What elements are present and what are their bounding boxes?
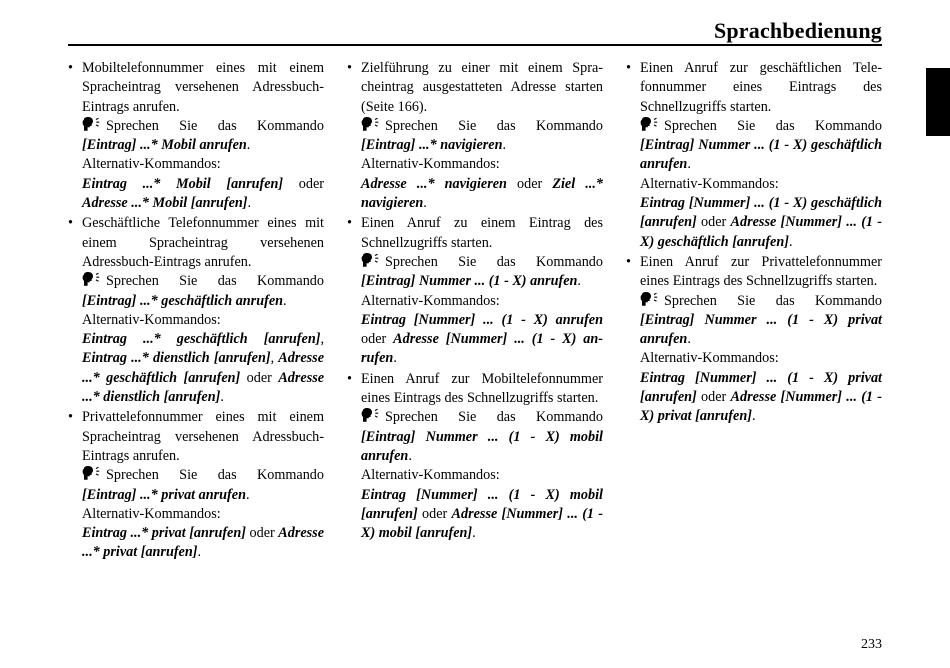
page-title: Sprachbedienung (713, 18, 882, 43)
alt-command: Eintrag [Nummer] ... (1 - X) anrufen (361, 311, 603, 328)
connector: oder (422, 505, 448, 522)
column-1 (68, 59, 324, 564)
alt-command: Adresse [Nummer] ... (1 - X) mobil [anrufen] (361, 505, 604, 542)
speak-line: Sprechen Sie das Kommando [Eintrag] Nummer ... (1 - X) geschäftlich anrufen. (640, 117, 882, 173)
alt-command: Eintrag [Nummer] ... (1 - X) privat [anrufen] (640, 369, 882, 406)
page-number: 233 (861, 637, 882, 652)
connector: oder (701, 214, 727, 231)
header-rule (68, 44, 882, 46)
list-item (68, 59, 324, 213)
alt-label: Alternativ-Kommandos: (361, 292, 500, 309)
alt-command: Eintrag [Nummer] ... (1 - X) mobil [anrufen] (361, 486, 603, 522)
item-intro: Privattelefonnummer eines mit einem Spracheintrag versehenen Adressbuch-Eintrags anrufen. (82, 409, 324, 464)
alt-command: Eintrag ...* geschäftlich [anrufen] (82, 331, 321, 348)
speak-voice-icon (640, 292, 660, 306)
alt-command: Adresse [Nummer] ... (1 - X) anrufen (361, 331, 604, 367)
alt-command: Eintrag ...* privat [anrufen] (82, 525, 246, 542)
speak-prefix: Sprechen Sie das Kommando (106, 273, 324, 290)
voice-command: [Eintrag] ...* privat anrufen (82, 486, 246, 503)
alt-command: Adresse [Nummer] ... (1 - X) privat [anrufen] (640, 389, 883, 425)
alt-commands: Eintrag [Nummer] ... (1 - X) mobil [anrufen] oder Adresse [Nummer] ... (1 - X) mobil [anrufen]. (361, 486, 604, 542)
alt-command: Adresse ...* dienstlich [anrufen] (82, 369, 325, 406)
item-intro: Einen Anruf zur geschäftlichen Telefonnummer eines Eintrags des Schnellzugriffs starten. (640, 60, 882, 115)
bullet-icon: • (68, 215, 73, 232)
voice-command: [Eintrag] Nummer ... (1 - X) geschäftlich anrufen (640, 137, 882, 173)
alt-commands: Eintrag ...* Mobil [anrufen] oder Adresse ...* Mobil [anrufen]. (82, 175, 325, 212)
speak-prefix: Sprechen Sie das Kommando (385, 117, 603, 134)
speak-voice-icon (361, 253, 381, 267)
voice-command: [Eintrag] Nummer ... (1 - X) mobil anrufen (361, 428, 603, 464)
alt-label: Alternativ-Kommandos: (82, 156, 221, 173)
voice-command: [Eintrag] ...* Mobil anrufen (82, 137, 247, 154)
voice-command: [Eintrag] Nummer ... (1 - X) anrufen (361, 273, 578, 290)
item-intro: Geschäftliche Telefonnummer eines mit einem Spracheintrag versehenen Adressbuch-Eintrags anrufen. (82, 215, 324, 270)
speak-voice-icon (82, 272, 102, 286)
connector: oder (298, 175, 325, 192)
item-intro: Einen Anruf zu einem Eintrag des Schnellzugriffs starten. (361, 215, 603, 251)
speak-prefix: Sprechen Sie das Kommando (106, 467, 324, 484)
bullet-icon: • (68, 60, 73, 76)
alt-command: Eintrag [Nummer] ... (1 - X) geschäftlich [anrufen] (640, 195, 882, 231)
alt-command: Adresse ...* privat [anrufen] (82, 525, 324, 561)
alt-label: Alternativ-Kommandos: (640, 350, 779, 367)
alt-commands: Eintrag [Nummer] ... (1 - X) privat [anrufen] oder Adresse [Nummer] ... (1 - X) privat [anrufen]. (640, 369, 883, 425)
alt-command: Ziel ...* navigieren (361, 175, 603, 212)
alt-label: Alternativ-Kommandos: (361, 156, 500, 173)
alt-label: Alternativ-Kommandos: (82, 311, 221, 328)
speak-voice-icon (82, 117, 102, 131)
chapter-thumb-tab (926, 68, 950, 136)
connector: oder (517, 175, 543, 192)
list-item (68, 214, 324, 407)
list-item (347, 370, 603, 544)
voice-command: [Eintrag] ...* geschäftlich anrufen (82, 292, 284, 309)
item-intro: Zielführung zu einer mit einem Spracheintrag ausgestatteten Adresse starten (Seite 166). (361, 60, 603, 115)
speak-line: Sprechen Sie das Kommando [Eintrag] Nummer ... (1 - X) anrufen. (361, 253, 603, 290)
bullet-icon: • (347, 215, 352, 232)
alt-commands: Adresse ...* navigieren oder Ziel ...* navigieren. (361, 175, 603, 212)
alt-command: Eintrag ...* Mobil [anrufen] (82, 175, 284, 192)
alt-command: Adresse ...* geschäftlich [anrufen] (82, 350, 324, 386)
list-item (347, 214, 603, 368)
speak-voice-icon (361, 117, 381, 131)
alt-command: Adresse [Nummer] ... (1 - X) geschäftlich [anrufen] (640, 214, 883, 250)
connector: oder (361, 331, 387, 348)
speak-line: Sprechen Sie das Kommando [Eintrag] Nummer ... (1 - X) privat anrufen. (640, 292, 882, 348)
voice-command: [Eintrag] Nummer ... (1 - X) privat anrufen (640, 311, 882, 348)
bullet-icon: • (68, 409, 73, 426)
list-item (626, 253, 882, 427)
speak-voice-icon (82, 466, 102, 480)
bullet-icon: • (626, 60, 631, 76)
speak-voice-icon (640, 117, 660, 131)
alt-label: Alternativ-Kommandos: (640, 175, 779, 192)
speak-line: Sprechen Sie das Kommando [Eintrag] ...* Mobil anrufen. (82, 117, 324, 154)
voice-command: [Eintrag] ...* navigieren (361, 137, 503, 154)
item-intro: Mobiltelefonnummer eines mit einem Spracheintrag versehenen Adressbuch-Eintrags anrufen. (82, 60, 324, 115)
connector: oder (701, 389, 727, 406)
alt-commands: Eintrag ...* privat [anrufen] oder Adresse ...* privat [anrufen]. (82, 525, 324, 561)
item-intro: Einen Anruf zur Mobiltelefonnummer eines Eintrags des Schnellzugriffs starten. (361, 370, 603, 407)
alt-label: Alternativ-Kommandos: (361, 467, 500, 484)
column-2 (347, 59, 603, 544)
column-3 (626, 59, 882, 428)
speak-prefix: Sprechen Sie das Kommando (106, 117, 324, 134)
speak-prefix: Sprechen Sie das Kommando (385, 409, 603, 426)
list-item (626, 59, 882, 252)
speak-voice-icon (361, 408, 381, 422)
speak-line: Sprechen Sie das Kommando [Eintrag] ...* navigieren. (361, 117, 603, 154)
bullet-icon: • (347, 60, 352, 76)
speak-prefix: Sprechen Sie das Kommando (664, 117, 882, 134)
alt-commands: Eintrag ...* geschäftlich [anrufen], Eintrag ...* dienstlich [anrufen], Adresse ...* geschäftlich [anrufen] oder Adresse ...* dienstlich [anrufen]. (82, 331, 325, 406)
speak-prefix: Sprechen Sie das Kommando (385, 253, 603, 270)
speak-prefix: Sprechen Sie das Kommando (664, 292, 882, 309)
speak-line: Sprechen Sie das Kommando [Eintrag] ...* privat anrufen. (82, 467, 324, 503)
alt-commands: Eintrag [Nummer] ... (1 - X) geschäftlich [anrufen] oder Adresse [Nummer] ... (1 - X) geschäftlich [anrufen]. (640, 195, 883, 250)
alt-command: Adresse ...* navigieren (361, 175, 507, 192)
list-item (68, 408, 324, 562)
connector: oder (249, 525, 275, 542)
bullet-icon: • (347, 370, 352, 387)
item-intro: Einen Anruf zur Privattelefonnummer eines Eintrags des Schnellzugriffs starten. (640, 253, 882, 290)
list-item (347, 59, 603, 213)
alt-command: Adresse ...* Mobil [anrufen] (82, 195, 248, 212)
connector: oder (246, 369, 272, 386)
bullet-icon: • (626, 253, 631, 270)
speak-line: Sprechen Sie das Kommando [Eintrag] Nummer ... (1 - X) mobil anrufen. (361, 409, 603, 464)
alt-commands: Eintrag [Nummer] ... (1 - X) anrufen oder Adresse [Nummer] ... (1 - X) anrufen. (361, 311, 604, 367)
speak-line: Sprechen Sie das Kommando [Eintrag] ...* geschäftlich anrufen. (82, 273, 324, 309)
alt-label: Alternativ-Kommandos: (82, 505, 221, 522)
alt-command: Eintrag ...* dienstlich [anrufen] (82, 350, 271, 367)
